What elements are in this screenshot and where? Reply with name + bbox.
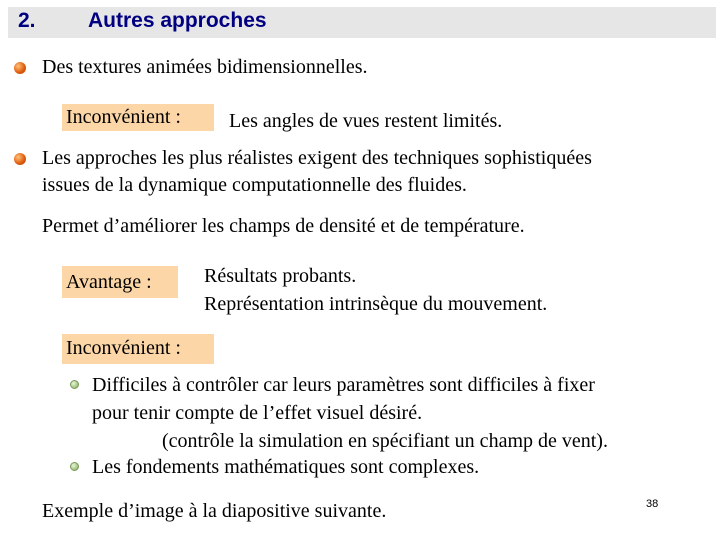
sub-bullet-text-line3: (contrôle la simulation en spécifiant un champ de vent). xyxy=(162,430,608,452)
exemple-text: Exemple d’image à la diapositive suivante. xyxy=(42,500,387,522)
slide-title: Autres approches xyxy=(88,9,267,32)
bullet-text-approches-line2: issues de la dynamique computationnelle des fluides. xyxy=(42,174,467,196)
label-inconvenient: Inconvénient : xyxy=(62,334,214,364)
bullet-icon xyxy=(14,153,26,165)
label-avantage: Avantage : xyxy=(62,266,178,298)
sub-bullet-icon xyxy=(70,380,79,389)
section-number: 2. xyxy=(18,9,36,32)
bullet-text-textures: Des textures animées bidimensionnelles. xyxy=(42,56,368,78)
label-inconvenient: Inconvénient : xyxy=(62,104,214,131)
bullet-icon xyxy=(14,62,26,74)
bullet-text-approches-line1: Les approches les plus réalistes exigent des techniques sophistiquées xyxy=(42,147,592,169)
sub-bullet-text-fondements: Les fondements mathématiques sont complexes. xyxy=(92,456,480,478)
permet-text: Permet d’améliorer les champs de densité et de température. xyxy=(42,215,525,237)
sub-bullet-text-line1: Difficiles à contrôler car leurs paramètres sont difficiles à fixer xyxy=(92,374,595,396)
avantage-text-line1: Résultats probants. xyxy=(204,265,357,287)
avantage-text-line2: Représentation intrinsèque du mouvement. xyxy=(204,293,548,315)
page-number: 38 xyxy=(646,498,659,510)
sub-bullet-text-line2: pour tenir compte de l’effet visuel désiré. xyxy=(92,402,423,424)
sub-bullet-icon xyxy=(70,462,79,471)
inconvenient-text-angles: Les angles de vues restent limités. xyxy=(229,110,503,132)
